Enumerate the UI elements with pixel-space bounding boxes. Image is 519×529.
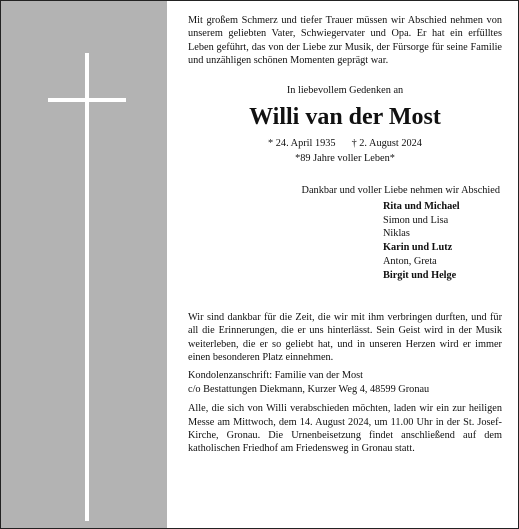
address-line: c/o Bestattungen Diekmann, Kurzer Weg 4, 48599 Gronau [188,383,430,395]
family-child: Niklas [383,228,410,240]
opening-text: Mit großem Schmerz und tiefer Trauer müssen wir Abschied nehmen von unserem geliebten Vater, Schwiegervater und Opa. Er hat ein erfülltes Leben geführt, das von der Liebe zur Musik, der Fürsorge für seine Familie und unzähligen schönen Momenten geprägt war. [188,15,502,67]
life-dates [188,137,502,150]
cross-vertical-bar [85,53,89,521]
family-heads: Rita und Michael [383,201,460,213]
sidebar-panel [1,1,167,528]
family-child: Anton, Greta [383,255,437,267]
family-child: Simon und Lisa [383,214,449,226]
memorial-intro: In liebevollem Gedenken an [286,84,404,96]
thanks-text: Wir sind dankbar für die Zeit, die wir mit ihm verbringen durften, und für all die Erinnerungen, die er uns hinterlässt. Sein Geist wird in der Musik weiterleben, die er so geliebt hat, und in unseren Herzen wird er immer einen besonderen Platz einnehmen. [188,311,502,363]
deceased-name: Willi van der Most [249,104,441,131]
address-line: Kondolenzanschrift: Familie van der Most [188,370,364,382]
family-group [383,200,502,240]
family-heads: Birgit und Helge [383,270,457,282]
family-group [383,241,502,268]
family-group [383,269,502,282]
cross-horizontal-bar [48,98,126,102]
birth-date: * 24. April 1935 [268,138,336,150]
death-date: † 2. August 2024 [351,138,422,150]
mourners-intro: Dankbar und voller Liebe nehmen wir Abschied [301,184,500,196]
family-list [383,200,502,282]
age-line: *89 Jahre voller Leben* [295,153,395,165]
funeral-text: Alle, die sich von Willi verabschieden möchten, laden wir ein zur heiligen Messe am Mittwoch, dem 14. August 2024, um 11.00 Uhr in der St. Josef-Kirche, Gronau. Die Urnenbeisetzung findet anschließend auf dem katholischen Friedhof am Friedensweg in Gronau statt. [188,403,502,455]
condolence-address [188,369,502,396]
obituary-content [188,14,502,456]
family-heads: Karin und Lutz [383,242,453,254]
